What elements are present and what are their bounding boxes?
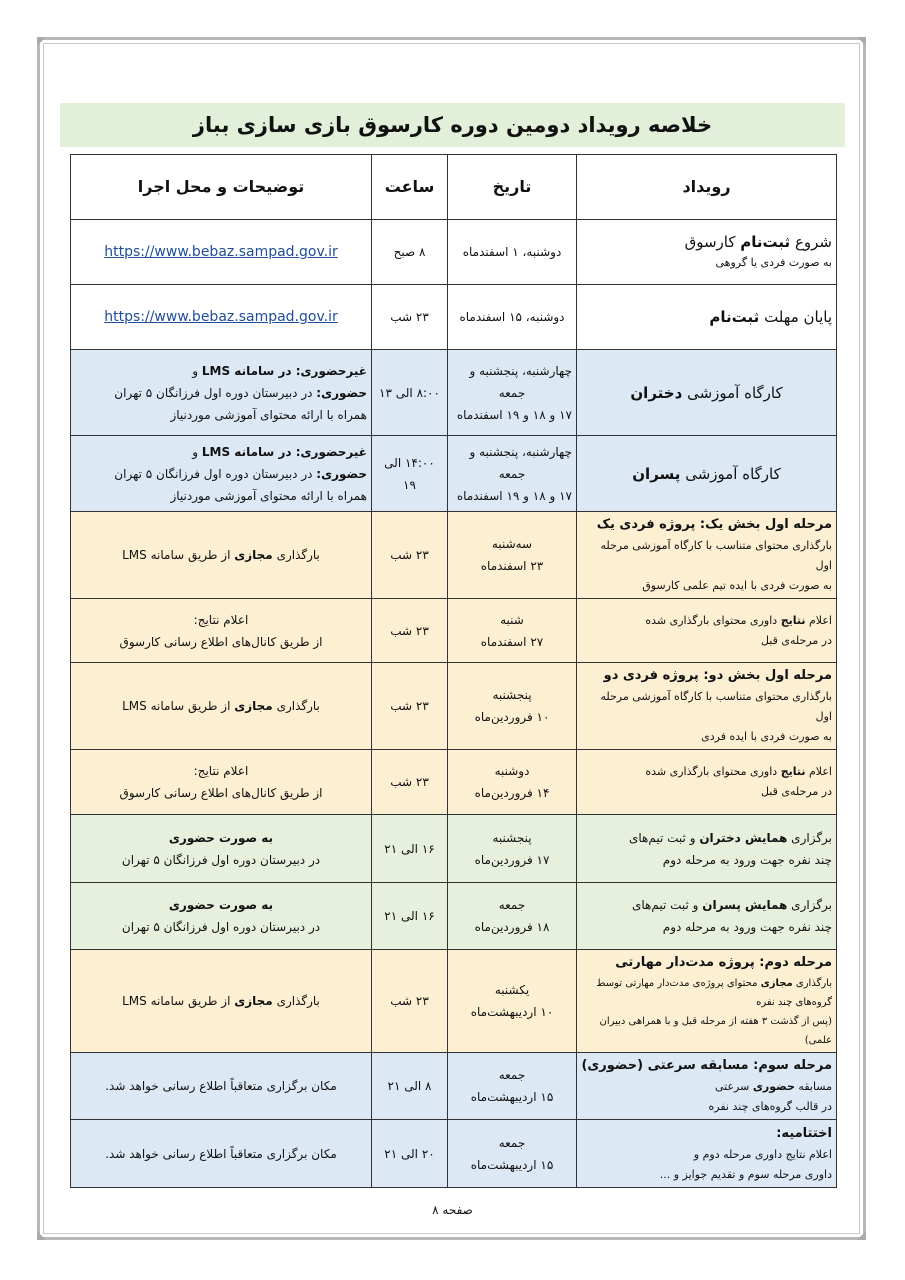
event-cell <box>577 1120 837 1188</box>
event-text-bold: نتایج <box>780 765 806 778</box>
date-line: ۲۷ اسفندماه <box>480 634 544 649</box>
desc-bold: حضوری: <box>316 385 367 400</box>
events-table <box>70 154 837 1188</box>
event-subtext: اعلام نتایج داوری مرحله دوم و <box>693 1147 832 1161</box>
description-cell <box>71 512 372 599</box>
desc-text: از طریق سامانه LMS <box>122 994 235 1008</box>
table-header-row <box>71 155 837 220</box>
date-cell <box>448 512 577 599</box>
event-text: کارگاه آموزشی <box>682 383 783 402</box>
table-row <box>71 599 837 663</box>
date-line: ۱۷ و ۱۸ و ۱۹ اسفندماه <box>456 407 572 422</box>
time-cell: ۲۳ شب <box>372 750 448 815</box>
date-cell <box>448 815 577 883</box>
table-row <box>71 436 837 512</box>
date-line: ۱۴ فروردین‌ماه <box>474 786 550 800</box>
event-text-bold: ثبت‌نام <box>740 233 791 251</box>
event-cell <box>577 220 837 285</box>
desc-text: در دبیرستان دوره اول فرزانگان ۵ تهران <box>114 385 317 400</box>
description-cell <box>71 663 372 750</box>
desc-text: همراه با ارائه محتوای آموزشی موردنیاز <box>170 488 367 503</box>
desc-text: بارگذاری <box>272 994 320 1008</box>
event-text: اعلام <box>805 765 832 778</box>
description-cell <box>71 883 372 950</box>
event-cell <box>577 663 837 750</box>
date-line: جمعه <box>498 1068 526 1082</box>
event-text-bold: همایش پسران <box>702 898 788 912</box>
time-cell: ۲۳ شب <box>372 285 448 350</box>
event-cell <box>577 750 837 815</box>
event-subtext: به صورت فردی با ایده فردی <box>701 730 832 743</box>
registration-link[interactable]: https://www.bebaz.sampad.gov.ir <box>104 309 338 325</box>
event-subtext: در مرحله‌ی قبل <box>760 633 832 647</box>
description-cell <box>71 599 372 663</box>
date-line: ۱۰ اردیبهشت‌ماه <box>470 1005 554 1019</box>
event-cell <box>577 512 837 599</box>
date-line: ۱۰ فروردین‌ماه <box>474 710 550 724</box>
desc-bold: به صورت حضوری <box>168 898 274 912</box>
desc-text: در دبیرستان دوره اول فرزانگان ۵ تهران <box>121 852 321 867</box>
time-cell: ۲۳ شب <box>372 599 448 663</box>
date-line: ۱۸ فروردین‌ماه <box>474 920 550 934</box>
desc-text: بارگذاری <box>272 548 320 562</box>
table-row <box>71 815 837 883</box>
table-row <box>71 1120 837 1188</box>
time-cell: ۲۳ شب <box>372 950 448 1053</box>
date-line: ۱۵ اردیبهشت‌ماه <box>470 1157 554 1172</box>
date-line: ۲۳ اسفندماه <box>480 559 544 573</box>
desc-text: در دبیرستان دوره اول فرزانگان ۵ تهران <box>121 920 321 934</box>
date-cell <box>448 883 577 950</box>
event-text: کارسوق <box>684 233 741 251</box>
event-subtext: داوری مرحله سوم و تقدیم جوایز و ... <box>659 1167 832 1181</box>
time-cell: ۲۳ شب <box>372 663 448 750</box>
event-cell <box>577 1053 837 1120</box>
desc-bold: غیرحضوری: در سامانه LMS <box>201 363 367 378</box>
date-line: چهارشنبه، پنجشنبه و <box>469 363 572 378</box>
event-cell <box>577 599 837 663</box>
event-subtext: علمی) <box>804 1035 832 1046</box>
event-text: پایان مهلت <box>759 308 832 326</box>
event-heading: مرحله اول بخش دو: پروژه فردی دو <box>603 668 832 683</box>
date-line: جمعه <box>498 466 526 481</box>
desc-text: اعلام نتایج: <box>193 764 249 778</box>
time-cell: ۸ صبح <box>372 220 448 285</box>
event-subtext: به صورت فردی یا گروهی <box>715 256 832 269</box>
document-title: خلاصه رویداد دومین دوره کارسوق بازی سازی بباز <box>192 113 713 137</box>
desc-bold: مجازی <box>234 994 273 1008</box>
date-cell <box>448 750 577 815</box>
desc-bold: به صورت حضوری <box>168 830 274 845</box>
event-text: برگزاری <box>787 898 832 912</box>
date-line: ۱۷ و ۱۸ و ۱۹ اسفندماه <box>456 488 572 503</box>
event-heading: مرحله دوم: پروژه مدت‌دار مهارتی <box>615 955 832 970</box>
date-cell <box>448 950 577 1053</box>
event-text: شروع <box>790 233 832 251</box>
date-line: ۱۵ اردیبهشت‌ماه <box>470 1090 554 1104</box>
time-cell: ۱۴:۰۰ الی ۱۹ <box>372 436 448 512</box>
event-text-bold: دختران <box>630 383 683 402</box>
table-row <box>71 950 837 1053</box>
desc-text: و <box>192 444 202 459</box>
event-heading: مرحله اول بخش یک: پروژه فردی یک <box>596 517 832 532</box>
table-row <box>71 1053 837 1120</box>
event-cell <box>577 436 837 512</box>
desc-text: از طریق سامانه LMS <box>122 699 235 713</box>
time-cell: ۲۳ شب <box>372 512 448 599</box>
corner-ornament-top-left <box>37 37 46 46</box>
desc-bold: مجازی <box>234 548 273 562</box>
event-subtext: بارگذاری محتوای متناسب با کارگاه آموزشی مرحله اول <box>600 690 832 723</box>
date-line: یکشنبه <box>494 983 530 997</box>
event-text: اعلام <box>805 613 832 627</box>
date-line: پنجشنبه <box>492 688 532 702</box>
description-cell: مکان برگزاری متعاقباً اطلاع رسانی خواهد شد. <box>71 1053 372 1120</box>
event-subtext: به صورت فردی با ایده تیم علمی کارسوق <box>642 579 832 592</box>
title-banner <box>60 103 845 147</box>
desc-text: بارگذاری <box>272 699 320 713</box>
description-cell <box>71 220 372 285</box>
header-time: ساعت <box>372 155 448 220</box>
date-cell <box>448 663 577 750</box>
time-cell: ۱۶ الی ۲۱ <box>372 883 448 950</box>
desc-bold: مجازی <box>234 699 273 713</box>
event-text: سرعتی <box>715 1080 753 1093</box>
table-row <box>71 350 837 436</box>
date-line: شنبه <box>500 612 524 627</box>
event-text: محتوای پروژه‌ی مدت‌دار مهارتی توسط <box>596 978 761 989</box>
desc-text: در دبیرستان دوره اول فرزانگان ۵ تهران <box>114 466 317 481</box>
event-text-bold: پسران <box>632 464 681 483</box>
corner-ornament-bottom-left <box>37 1231 46 1240</box>
event-cell <box>577 285 837 350</box>
desc-bold: غیرحضوری: در سامانه LMS <box>201 444 367 459</box>
desc-text: از طریق کانال‌های اطلاع رسانی کارسوق <box>119 786 323 800</box>
table-row <box>71 220 837 285</box>
description-cell <box>71 750 372 815</box>
date-cell: دوشنبه، ۱۵ اسفندماه <box>448 285 577 350</box>
corner-ornament-bottom-right <box>857 1231 866 1240</box>
desc-text: از طریق سامانه LMS <box>122 548 235 562</box>
event-cell <box>577 883 837 950</box>
description-cell <box>71 950 372 1053</box>
description-cell <box>71 815 372 883</box>
event-text: و ثبت تیم‌های <box>631 898 703 912</box>
header-description: توضیحات و محل اجرا <box>71 155 372 220</box>
table-row <box>71 285 837 350</box>
date-line: دوشنبه <box>494 764 530 778</box>
desc-text: و <box>192 363 202 378</box>
desc-text: همراه با ارائه محتوای آموزشی موردنیاز <box>170 407 367 422</box>
table-row <box>71 883 837 950</box>
event-text-bold: مجازی <box>760 978 793 989</box>
event-subtext: بارگذاری محتوای متناسب با کارگاه آموزشی مرحله اول <box>600 539 832 572</box>
event-cell <box>577 815 837 883</box>
event-heading: مرحله سوم: مسابقه سرعتی (حضوری) <box>581 1058 832 1073</box>
date-cell <box>448 436 577 512</box>
event-cell <box>577 350 837 436</box>
date-line: پنجشنبه <box>492 830 532 845</box>
event-subtext: چند نفره جهت ورود به مرحله دوم <box>662 920 832 934</box>
event-text: برگزاری <box>787 830 832 845</box>
time-cell: ۱۶ الی ۲۱ <box>372 815 448 883</box>
event-heading: اختتامیه: <box>776 1125 832 1141</box>
event-text: داوری محتوای بارگذاری شده <box>645 613 781 627</box>
event-text: کارگاه آموزشی <box>680 464 781 483</box>
time-cell: ۸:۰۰ الی ۱۳ <box>372 350 448 436</box>
date-cell <box>448 1120 577 1188</box>
date-cell <box>448 599 577 663</box>
description-cell <box>71 285 372 350</box>
description-cell <box>71 350 372 436</box>
description-cell <box>71 436 372 512</box>
event-text-bold: حضوری <box>752 1080 795 1093</box>
date-line: سه‌شنبه <box>491 537 533 551</box>
event-text: داوری محتوای بارگذاری شده <box>645 765 781 778</box>
event-text: بارگذاری <box>792 978 832 989</box>
event-text: مسابقه <box>794 1080 832 1093</box>
event-subtext: در قالب گروه‌های چند نفره <box>708 1100 832 1113</box>
event-subtext: گروه‌های چند نفره <box>756 997 832 1008</box>
time-cell: ۸ الی ۲۱ <box>372 1053 448 1120</box>
desc-bold: حضوری: <box>316 466 367 481</box>
event-text-bold: ثبت‌نام <box>709 308 760 326</box>
event-subtext: چند نفره جهت ورود به مرحله دوم <box>662 852 832 867</box>
registration-link[interactable]: https://www.bebaz.sampad.gov.ir <box>104 244 338 260</box>
event-text-bold: همایش دختران <box>699 830 788 845</box>
event-cell <box>577 950 837 1053</box>
event-text: و ثبت تیم‌های <box>629 830 700 845</box>
header-date: تاریخ <box>448 155 577 220</box>
date-cell: دوشنبه، ۱ اسفندماه <box>448 220 577 285</box>
event-subtext: در مرحله‌ی قبل <box>760 785 832 798</box>
date-cell <box>448 350 577 436</box>
date-cell <box>448 1053 577 1120</box>
table-row <box>71 512 837 599</box>
date-line: چهارشنبه، پنجشنبه و <box>469 444 572 459</box>
header-event: رویداد <box>577 155 837 220</box>
corner-ornament-top-right <box>857 37 866 46</box>
date-line: جمعه <box>498 385 526 400</box>
table-row <box>71 750 837 815</box>
desc-text: از طریق کانال‌های اطلاع رسانی کارسوق <box>119 634 323 649</box>
date-line: جمعه <box>498 1135 526 1150</box>
time-cell: ۲۰ الی ۲۱ <box>372 1120 448 1188</box>
description-cell: مکان برگزاری متعاقباً اطلاع رسانی خواهد شد. <box>71 1120 372 1188</box>
page-number: صفحه ۸ <box>432 1203 473 1217</box>
desc-text: اعلام نتایج: <box>193 612 249 627</box>
date-line: ۱۷ فروردین‌ماه <box>474 852 550 867</box>
event-subtext: (پس از گذشت ۳ هفته از مرحله قبل و با همراهی دبیران <box>599 1016 832 1027</box>
table-row <box>71 663 837 750</box>
event-text-bold: نتایج <box>780 613 806 627</box>
date-line: جمعه <box>498 898 526 912</box>
